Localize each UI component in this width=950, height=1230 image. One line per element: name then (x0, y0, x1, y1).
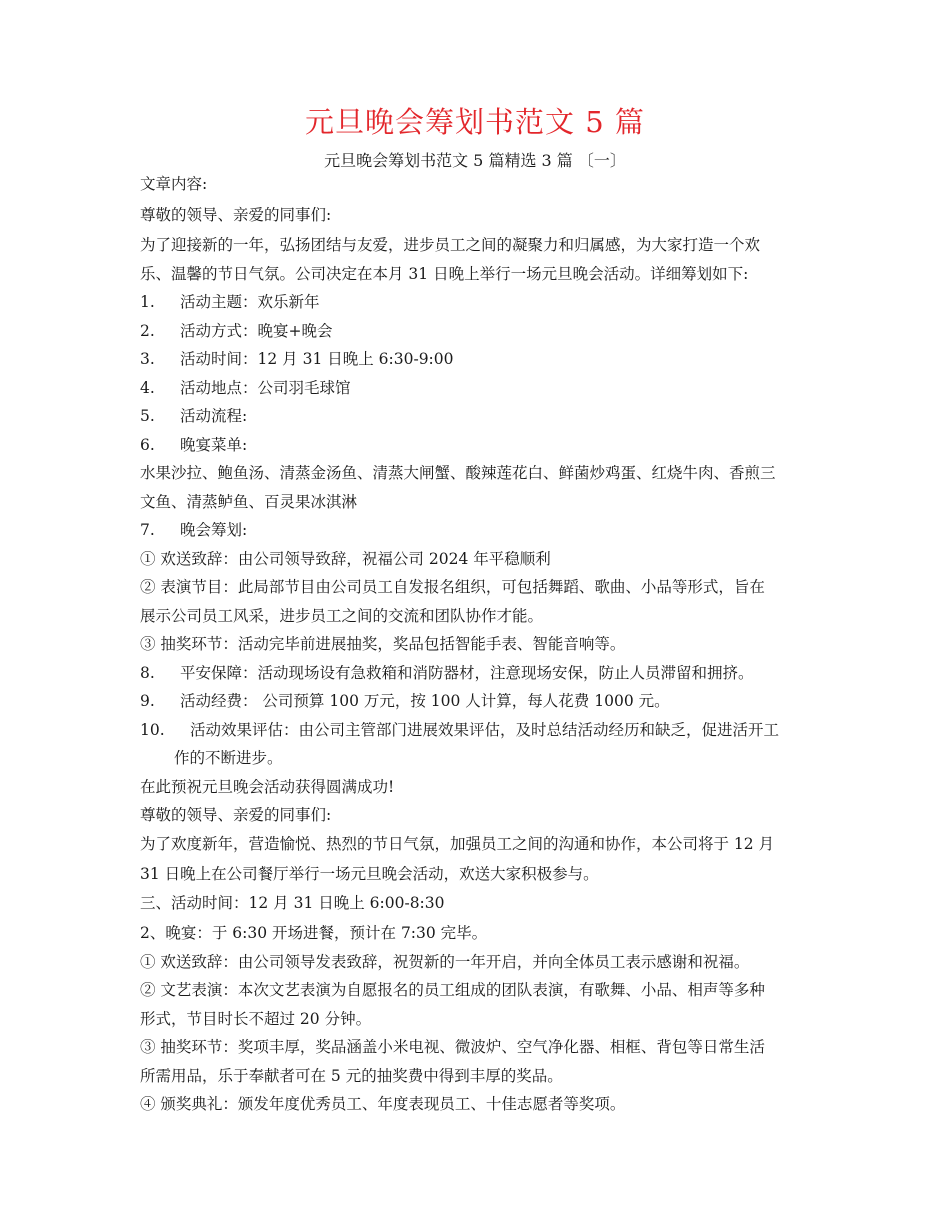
paragraph-greeting-1: 尊敬的领导、亲爱的同事们: (140, 205, 332, 224)
paragraph-performance-line-2: 形式，节目时长不超过 20 分钟。 (140, 1009, 372, 1028)
list-item-6 (140, 431, 810, 460)
paragraph-sub-2-line-1: ② 表演节目：此局部节目由公司员工自发报名组织，可包括舞蹈、歌曲、小品等形式，旨在 (140, 578, 765, 596)
list-item-8 (140, 659, 810, 688)
paragraph-menu-line-1: 水果沙拉、鲍鱼汤、清蒸金汤鱼、清蒸大闸蟹、酸辣莲花白、鲜菌炒鸡蛋、红烧牛肉、香煎三 (140, 464, 776, 482)
list-text: 活动时间：12 月 31 日晚上 6:30-9:00 (180, 350, 454, 368)
list-number: 7. (140, 521, 155, 539)
list-number: 3. (140, 350, 155, 368)
list-text: 活动地点：公司羽毛球馆 (180, 378, 351, 397)
list-item-3 (140, 345, 810, 374)
paragraph-second-intro-line-2: 31 日晚上在公司餐厅举行一场元旦晚会活动，欢送大家积极参与。 (140, 865, 599, 883)
list-text-block (174, 716, 810, 773)
list-text: 活动主题：欢乐新年 (180, 293, 320, 311)
paragraph-performance-line-1: ② 文艺表演：本次文艺表演为自愿报名的员工组成的团队表演，有歌舞、小品、相声等多种 (140, 981, 765, 999)
list-number: 8. (140, 663, 155, 682)
paragraph-second-intro-line-1: 为了欢度新年，营造愉悦、热烈的节日气氛，加强员工之间的沟通和协作，本公司将于 12 月 (140, 834, 775, 853)
list-item-2 (140, 317, 810, 346)
paragraph-dinner: 2、晚宴：于 6:30 开场进餐，预计在 7:30 完毕。 (140, 924, 488, 942)
list-text-line-2: 作的不断进步。 (174, 749, 283, 767)
document-title: 元旦晚会筹划书范文 5 篇 (305, 105, 645, 139)
list-item-9 (140, 687, 810, 716)
list-number: 10. (140, 720, 165, 739)
paragraph-menu-line-2: 文鱼、清蒸鲈鱼、百灵果冰淇淋 (140, 492, 358, 511)
paragraph-activity-time: 三、活动时间：12 月 31 日晚上 6:00-8:30 (140, 893, 445, 912)
list-item-10 (140, 716, 810, 773)
list-number: 5. (140, 407, 155, 425)
list-text: 活动方式：晚宴+晚会 (180, 321, 333, 340)
paragraph-article-content: 文章内容: (140, 175, 208, 193)
paragraph-lottery-line-2: 所需用品，乐于奉献者可在 5 元的抽奖费中得到丰厚的奖品。 (140, 1066, 563, 1085)
list-text: 晚会筹划: (180, 521, 248, 539)
paragraph-intro-line-2: 乐、温馨的节日气氛。公司决定在本月 31 日晚上举行一场元旦晚会活动。详细筹划如下: (140, 264, 749, 283)
paragraph-closing: 在此预祝元旦晚会活动获得圆满成功! (140, 777, 395, 796)
paragraph-welcome-speech: ① 欢送致辞：由公司领导发表致辞，祝贺新的一年开启，并向全体员工表示感谢和祝福。 (140, 952, 750, 971)
list-item-1 (140, 288, 810, 317)
list-number: 6. (140, 435, 155, 454)
document-body (140, 170, 810, 1119)
paragraph-sub-1: ① 欢送致辞：由公司领导致辞，祝福公司 2024 年平稳顺利 (140, 549, 551, 568)
list-number: 2. (140, 321, 155, 340)
list-text: 活动流程: (180, 407, 248, 425)
list-number: 9. (140, 692, 155, 710)
paragraph-award-ceremony: ④ 颁奖典礼：颁发年度优秀员工、年度表现员工、十佳志愿者等奖项。 (140, 1095, 626, 1113)
paragraph-greeting-2: 尊敬的领导、亲爱的同事们: (140, 806, 332, 824)
list-item-5 (140, 402, 810, 431)
list-number: 1. (140, 293, 155, 311)
list-text-line-1: 活动效果评估：由公司主管部门进展效果评估，及时总结活动经历和缺乏，促进活开工 (190, 720, 780, 739)
list-item-4 (140, 374, 810, 403)
paragraph-sub-2-line-2: 展示公司员工风采，进步员工之间的交流和团队协作才能。 (140, 606, 544, 625)
document-subtitle: 元旦晚会筹划书范文 5 篇精选 3 篇 〔一〕 (324, 151, 626, 170)
list-number: 4. (140, 378, 155, 397)
paragraph-lottery-line-1: ③ 抽奖环节：奖项丰厚，奖品涵盖小米电视、微波炉、空气净化器、相框、背包等日常生活 (140, 1038, 765, 1056)
list-text: 活动经费： 公司预算 100 万元，按 100 人计算，每人花费 1000 元。 (180, 692, 670, 710)
paragraph-sub-3: ③ 抽奖环节：活动完毕前进展抽奖，奖品包括智能手表、智能音响等。 (140, 635, 626, 653)
list-text: 晚宴菜单: (180, 435, 248, 454)
paragraph-intro-line-1: 为了迎接新的一年，弘扬团结与友爱，进步员工之间的凝聚力和归属感，为大家打造一个欢 (140, 236, 761, 254)
list-item-7 (140, 516, 810, 545)
list-text: 平安保障：活动现场设有急救箱和消防器材，注意现场安保，防止人员滞留和拥挤。 (180, 663, 754, 682)
